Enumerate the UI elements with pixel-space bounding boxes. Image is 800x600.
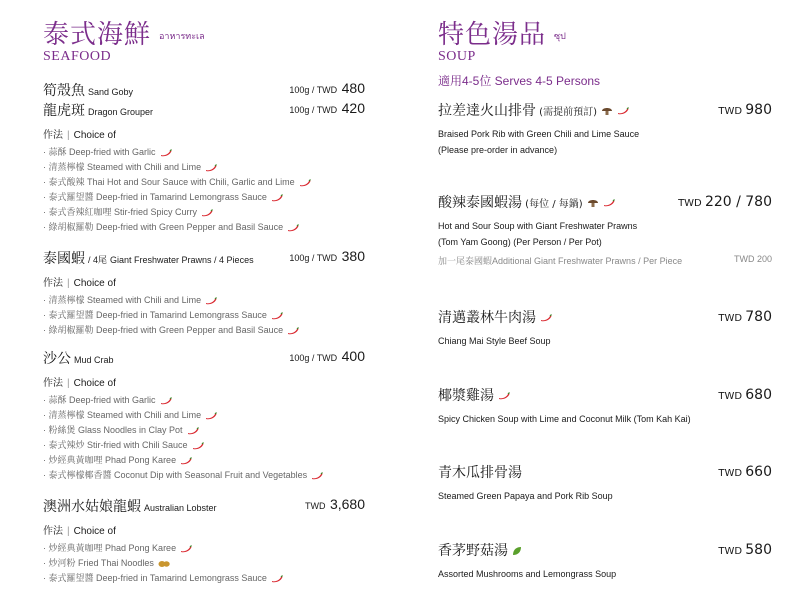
prawn-price xyxy=(289,248,365,266)
chili-icon xyxy=(201,209,213,217)
soup-price-value: 980 xyxy=(745,102,772,118)
prawn-price-value: 380 xyxy=(341,248,365,264)
option-item xyxy=(43,205,365,220)
grouper-unit: 100g / TWD xyxy=(289,105,338,115)
lobster-options xyxy=(43,541,365,586)
crab-price-value: 400 xyxy=(341,348,365,364)
option-name-zh: 炒經典黃咖哩 xyxy=(48,544,103,554)
bullet: · xyxy=(43,573,49,583)
method-en: Choice of xyxy=(73,130,116,141)
soup-item-header xyxy=(438,100,772,120)
chili-icon xyxy=(205,412,217,420)
soup-item xyxy=(438,462,772,504)
goby-name-zh: 筍殼魚 xyxy=(43,83,85,99)
prawn-item xyxy=(43,248,365,268)
option-name-zh: 泰式羅望醬 xyxy=(48,193,94,203)
soup-price-value: 220 / 780 xyxy=(704,194,772,210)
prawn-options xyxy=(43,293,365,338)
prawn-qty: / 4尾 xyxy=(88,255,108,265)
option-name-en: Steamed with Chili and Lime xyxy=(84,295,202,305)
bullet: · xyxy=(43,395,49,405)
crab-item xyxy=(43,348,365,368)
bullet: · xyxy=(43,207,49,217)
soup-item xyxy=(438,540,772,582)
soup-name-en-line2: (Tom Yam Goong) (Per Person / Per Pot) xyxy=(438,237,602,247)
soup-name-zh: 拉差達火山排骨 xyxy=(438,103,536,119)
chili-icon xyxy=(160,397,172,405)
soup-price-value: 660 xyxy=(745,464,772,480)
peanut-icon xyxy=(158,560,170,568)
lobster-unit: TWD xyxy=(305,501,326,511)
chili-icon xyxy=(187,427,199,435)
bullet: · xyxy=(43,425,49,435)
soup-price xyxy=(718,542,772,558)
chili-icon xyxy=(192,442,204,450)
option-name-zh: 清蒸檸檬 xyxy=(48,411,85,421)
chili-icon xyxy=(205,164,217,172)
soup-item xyxy=(438,385,772,427)
option-item xyxy=(43,308,365,323)
goby-unit: 100g / TWD xyxy=(289,85,338,95)
option-name-en: Deep-fried with Green Pepper and Basil Sauce xyxy=(93,325,284,335)
soup-item-header xyxy=(438,307,772,327)
seafood-title-en: SEAFOOD xyxy=(43,49,112,64)
seafood-header xyxy=(43,0,365,65)
fish-section xyxy=(43,80,365,235)
chili-icon xyxy=(180,457,192,465)
crab-name-en: Mud Crab xyxy=(74,355,114,365)
option-name-zh: 綠胡椒羅勒 xyxy=(48,326,94,336)
soup-item xyxy=(438,192,772,267)
bullet: · xyxy=(43,455,49,465)
goby-price-value: 480 xyxy=(341,80,365,96)
prawn-method: 作法 | Choice of xyxy=(43,278,116,289)
soup-column xyxy=(438,0,772,579)
option-name-zh: 泰式辣炒 xyxy=(48,441,85,451)
soup-title-zh: 特色湯品 xyxy=(438,20,547,50)
soup-item-header xyxy=(438,462,772,482)
crab-method: 作法 | Choice of xyxy=(43,378,116,389)
option-name-zh: 泰式香辣紅咖哩 xyxy=(48,208,112,218)
goby-name-en: Sand Goby xyxy=(88,87,134,97)
bullet: · xyxy=(43,410,49,420)
chili-icon xyxy=(287,224,299,232)
option-item xyxy=(43,393,365,408)
chili-icon xyxy=(271,575,283,583)
lobster-item xyxy=(43,496,365,516)
soup-title-thai: ซุป xyxy=(554,32,566,42)
method-en: Choice of xyxy=(73,278,116,289)
mushroom-icon xyxy=(601,106,613,116)
option-item xyxy=(43,423,365,438)
option-item xyxy=(43,220,365,235)
option-name-en: Deep-fried with Garlic xyxy=(66,147,156,157)
soup-item-header xyxy=(438,192,772,212)
soup-item xyxy=(438,100,772,158)
soup-price-unit: TWD xyxy=(718,468,746,479)
option-name-en: Stir-fried Spicy Curry xyxy=(111,207,198,217)
soup-name-en: Assorted Mushrooms and Lemongrass Soup xyxy=(438,569,617,579)
crab-price xyxy=(289,348,365,366)
soup-name-en: Chiang Mai Style Beef Soup xyxy=(438,336,551,346)
option-name-en: Steamed with Chili and Lime xyxy=(84,410,202,420)
soup-description xyxy=(438,126,772,158)
chili-icon xyxy=(498,392,510,400)
soup-price-value: 680 xyxy=(745,387,772,403)
option-name-zh: 泰式羅望醬 xyxy=(48,311,94,321)
option-item xyxy=(43,571,365,586)
soup-name-en-line2: (Please pre-order in advance) xyxy=(438,145,558,155)
soup-name-en: Braised Pork Rib with Green Chili and Lime Sauce xyxy=(438,129,640,139)
bullet: · xyxy=(43,310,49,320)
soup-description xyxy=(438,333,772,349)
option-name-en: Thai Hot and Sour Sauce with Chili, Garlic and Lime xyxy=(84,177,295,187)
soup-price xyxy=(678,194,772,210)
option-name-en: Phad Pong Karee xyxy=(102,543,177,553)
soup-addon xyxy=(438,254,772,267)
soup-price-unit: TWD xyxy=(718,106,746,117)
method-en: Choice of xyxy=(73,378,116,389)
option-name-en: Deep-fried in Tamarind Lemongrass Sauce xyxy=(93,310,267,320)
soup-item xyxy=(438,307,772,349)
soup-name-zh: 清邁叢林牛肉湯 xyxy=(438,310,536,326)
soup-description xyxy=(438,218,772,250)
lobster-method: 作法 | Choice of xyxy=(43,526,116,537)
option-name-en: Phad Pong Karee xyxy=(102,455,177,465)
chili-icon xyxy=(160,149,172,157)
option-name-zh: 清蒸檸檬 xyxy=(48,296,85,306)
soup-name-en: Hot and Sour Soup with Giant Freshwater Prawns xyxy=(438,221,638,231)
bullet: · xyxy=(43,470,49,480)
method-zh: 作法 xyxy=(43,278,63,289)
crab-unit: 100g / TWD xyxy=(289,353,338,363)
option-name-en: Coconut Dip with Seasonal Fruit and Vegetables xyxy=(111,470,308,480)
chili-icon xyxy=(205,297,217,305)
bullet: · xyxy=(43,192,49,202)
option-item xyxy=(43,175,365,190)
soup-header xyxy=(438,0,772,88)
lobster-section xyxy=(43,496,365,586)
chili-icon xyxy=(540,314,552,322)
option-name-zh: 綠胡椒羅勒 xyxy=(48,223,94,233)
soup-price-unit: TWD xyxy=(718,546,746,557)
bullet: · xyxy=(43,295,49,305)
option-name-en: Glass Noodles in Clay Pot xyxy=(75,425,183,435)
soup-price-unit: TWD xyxy=(718,391,746,402)
soup-price-value: 580 xyxy=(745,542,772,558)
chili-icon xyxy=(311,472,323,480)
option-name-en: Steamed with Chili and Lime xyxy=(84,162,202,172)
option-name-zh: 泰式羅望醬 xyxy=(48,574,94,584)
seafood-column xyxy=(43,0,365,584)
crab-options xyxy=(43,393,365,483)
option-name-en: Deep-fried with Green Pepper and Basil Sauce xyxy=(93,222,284,232)
bullet: · xyxy=(43,222,49,232)
seafood-title-thai: อาหารทะเล xyxy=(159,32,205,42)
method-zh: 作法 xyxy=(43,378,63,389)
option-name-zh: 泰式酸辣 xyxy=(48,178,85,188)
soup-description xyxy=(438,488,772,504)
bullet: · xyxy=(43,147,49,157)
bullet: · xyxy=(43,558,49,568)
option-name-zh: 清蒸檸檬 xyxy=(48,163,85,173)
goby-price xyxy=(289,80,365,98)
soup-description xyxy=(438,411,772,427)
chili-icon xyxy=(617,107,629,115)
soup-price-unit: TWD xyxy=(718,313,746,324)
option-name-en: Deep-fried in Tamarind Lemongrass Sauce xyxy=(93,573,267,583)
lobster-name-en: Australian Lobster xyxy=(144,503,217,513)
soup-price xyxy=(718,464,772,480)
prawn-name-en: Giant Freshwater Prawns / 4 Pieces xyxy=(110,255,254,265)
bullet: · xyxy=(43,440,49,450)
method-zh: 作法 xyxy=(43,526,63,537)
soup-name-zh: 酸辣泰國蝦湯 xyxy=(438,195,522,211)
soup-price xyxy=(718,387,772,403)
soup-price-unit: TWD xyxy=(678,198,705,209)
prawn-unit: 100g / TWD xyxy=(289,253,338,263)
soup-name-zh: 香茅野菇湯 xyxy=(438,543,508,559)
soup-name-en: Spicy Chicken Soup with Lime and Coconut Milk (Tom Kah Kai) xyxy=(438,414,691,424)
seafood-title-zh: 泰式海鮮 xyxy=(43,20,152,50)
option-name-zh: 泰式檸檬椰香醬 xyxy=(48,471,112,481)
bullet: · xyxy=(43,543,49,553)
soup-description xyxy=(438,566,772,582)
lobster-price xyxy=(305,496,365,514)
fish-method: 作法 | Choice of xyxy=(43,130,116,141)
soup-addon-price: TWD 200 xyxy=(733,254,772,264)
option-name-zh: 炒經典黃咖哩 xyxy=(48,456,103,466)
soup-item-header xyxy=(438,540,772,560)
option-name-zh: 蒜酥 xyxy=(48,148,67,158)
chili-icon xyxy=(287,327,299,335)
lobster-price-value: 3,680 xyxy=(329,496,365,512)
goby-item xyxy=(43,80,365,100)
lobster-name-zh: 澳洲水姑娘龍蝦 xyxy=(43,499,141,515)
grouper-name-zh: 龍虎斑 xyxy=(43,103,85,119)
crab-section xyxy=(43,348,365,483)
option-name-en: Stir-fried with Chili Sauce xyxy=(84,440,188,450)
bullet: · xyxy=(43,162,49,172)
soup-item-header xyxy=(438,385,772,405)
soup-name-zh: 青木瓜排骨湯 xyxy=(438,465,522,481)
crab-name-zh: 沙公 xyxy=(43,351,71,367)
mushroom-icon xyxy=(587,198,599,208)
soup-addon-text: 加一尾泰國蝦Additional Giant Freshwater Prawns / Per Piece xyxy=(438,256,683,266)
leaf-icon xyxy=(512,546,522,556)
grouper-price-value: 420 xyxy=(341,100,365,116)
option-item xyxy=(43,145,365,160)
option-item xyxy=(43,293,365,308)
grouper-name-en: Dragon Grouper xyxy=(88,107,154,117)
option-name-zh: 粉絲煲 xyxy=(48,426,76,436)
bullet: · xyxy=(43,325,49,335)
soup-serves: 適用4-5位 Serves 4-5 Persons xyxy=(438,74,601,88)
chili-icon xyxy=(271,194,283,202)
chili-icon xyxy=(299,179,311,187)
option-name-en: Fried Thai Noodles xyxy=(75,558,154,568)
soup-name-en: Steamed Green Papaya and Pork Rib Soup xyxy=(438,491,613,501)
option-item xyxy=(43,408,365,423)
soup-price xyxy=(718,102,772,118)
prawn-section xyxy=(43,248,365,338)
method-en: Choice of xyxy=(73,526,116,537)
option-item xyxy=(43,323,365,338)
chili-icon xyxy=(271,312,283,320)
option-item xyxy=(43,453,365,468)
soup-price xyxy=(718,309,772,325)
chili-icon xyxy=(180,545,192,553)
grouper-item xyxy=(43,100,365,120)
soup-note: (每位 / 每鍋) xyxy=(522,199,583,210)
fish-options xyxy=(43,145,365,235)
option-item xyxy=(43,190,365,205)
option-item xyxy=(43,468,365,483)
option-item xyxy=(43,438,365,453)
soup-name-zh: 椰漿雞湯 xyxy=(438,388,494,404)
option-item xyxy=(43,556,365,571)
soup-title-en: SOUP xyxy=(438,49,476,64)
option-name-zh: 蒜酥 xyxy=(48,396,67,406)
soup-note: (需提前預訂) xyxy=(536,107,597,118)
soup-price-value: 780 xyxy=(745,309,772,325)
option-item xyxy=(43,541,365,556)
soup-title xyxy=(438,14,566,51)
prawn-name-zh: 泰國蝦 xyxy=(43,251,85,267)
option-name-zh: 炒河粉 xyxy=(48,559,76,569)
bullet: · xyxy=(43,177,49,187)
grouper-price xyxy=(289,100,365,118)
option-item xyxy=(43,160,365,175)
chili-icon xyxy=(603,199,615,207)
option-name-en: Deep-fried in Tamarind Lemongrass Sauce xyxy=(93,192,267,202)
option-name-en: Deep-fried with Garlic xyxy=(66,395,156,405)
seafood-title xyxy=(43,14,205,51)
method-zh: 作法 xyxy=(43,130,63,141)
